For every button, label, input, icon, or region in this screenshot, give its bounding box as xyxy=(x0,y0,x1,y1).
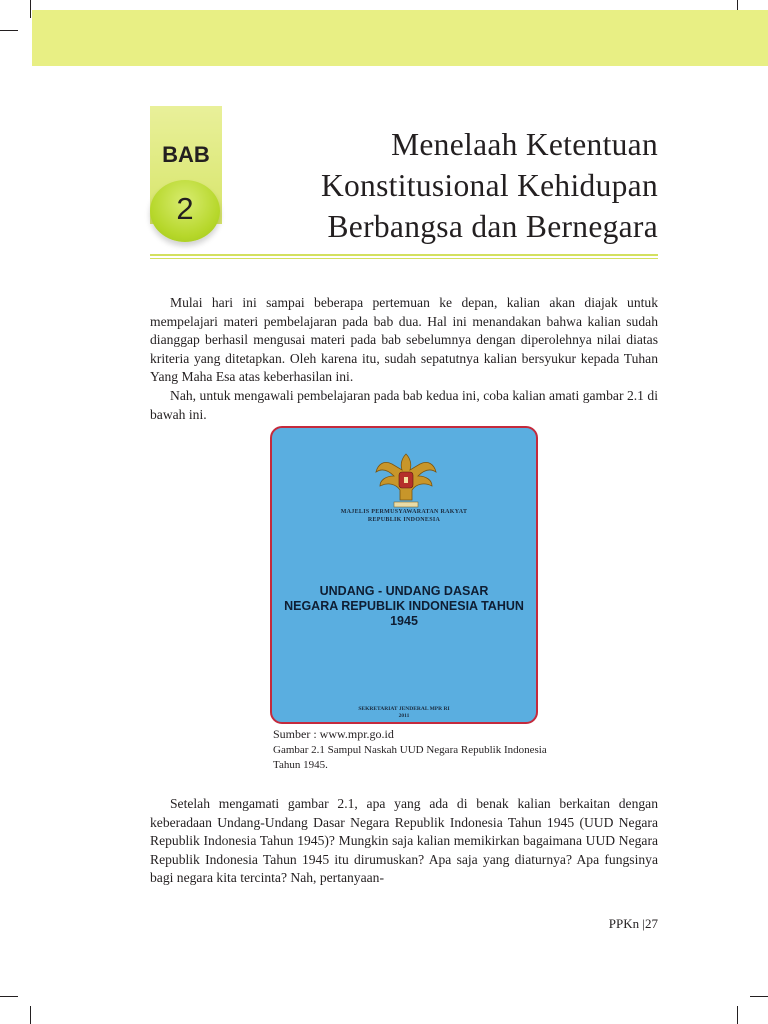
garuda-emblem-icon xyxy=(372,448,440,510)
intro-text xyxy=(150,294,658,424)
figure-caption xyxy=(273,727,653,774)
page-number: 27 xyxy=(645,916,658,931)
chapter-title xyxy=(218,124,658,247)
paragraph: Nah, untuk mengawali pembelajaran pada bab kedua ini, coba kalian amati gambar 2.1 di bawah ini. xyxy=(150,387,658,422)
institution-name xyxy=(272,508,536,524)
publisher xyxy=(272,706,536,720)
crop-mark xyxy=(0,30,18,31)
document-title-line: UNDANG - UNDANG DASAR xyxy=(319,584,489,598)
footer-subject: PPKn xyxy=(608,916,640,931)
uud-cover-image xyxy=(270,426,538,724)
document-title-line: NEGARA REPUBLIK INDONESIA TAHUN 1945 xyxy=(284,599,524,628)
figure-caption-line: Gambar 2.1 Sampul Naskah UUD Negara Republik Indonesia xyxy=(273,743,547,756)
publisher-line: SEKRETARIAT JENDERAL MPR RI xyxy=(358,706,450,712)
chapter-title-line: Menelaah Ketentuan xyxy=(391,127,658,162)
body-text xyxy=(150,795,658,888)
paragraph: Mulai hari ini sampai beberapa pertemuan ke depan, kalian akan diajak untuk mempelajari materi pembelajaran pada bab dua. Hal ini menandakan bahwa kalian sudah dianggap berhasil mengusai materi pada bab sebelumnya dengan diperolehnya nilai diatas kriteria yang ditetapkan. Oleh karena itu, sudah sepatutnya kalian bersyukur kepada Tuhan Yang Maha Esa atas keberhasilan ini. xyxy=(150,295,658,385)
crop-mark xyxy=(30,0,31,18)
title-divider-thin xyxy=(150,258,658,259)
chapter-title-line: Konstitusional Kehidupan xyxy=(320,168,658,203)
crop-mark xyxy=(750,996,768,997)
institution-line: REPUBLIK INDONESIA xyxy=(367,517,441,523)
document-title xyxy=(272,584,536,629)
footer-separator: | xyxy=(642,916,645,931)
chapter-badge-label: BAB xyxy=(162,142,210,167)
figure-caption-line: Tahun 1945. xyxy=(273,759,328,771)
chapter-number: 2 xyxy=(176,191,194,226)
institution-line: MAJELIS PERMUSYAWARATAN RAKYAT xyxy=(340,509,468,515)
title-divider xyxy=(150,254,658,256)
chapter-title-line: Berbangsa dan Bernegara xyxy=(327,209,658,244)
page-footer xyxy=(609,916,658,932)
crop-mark xyxy=(737,1006,738,1024)
crop-mark xyxy=(30,1006,31,1024)
paragraph: Setelah mengamati gambar 2.1, apa yang ada di benak kalian berkaitan dengan keberadaan Undang-Undang Dasar Negara Republik Indonesia Tahun 1945 (UUD Negara Republik Indonesia Tahun 1945)? Mungkin saja kalian memikirkan bagaimana UUD Negara Republik Indonesia Tahun 1945 itu dirumuskan? Apa saja yang diaturnya? Apa fungsinya bagi negara kita tercinta? Nah, pertanyaan- xyxy=(150,796,658,886)
publisher-line: 2011 xyxy=(398,713,410,719)
header-band xyxy=(32,10,768,66)
crop-mark xyxy=(0,996,18,997)
figure-source: Sumber : www.mpr.go.id xyxy=(273,727,394,741)
